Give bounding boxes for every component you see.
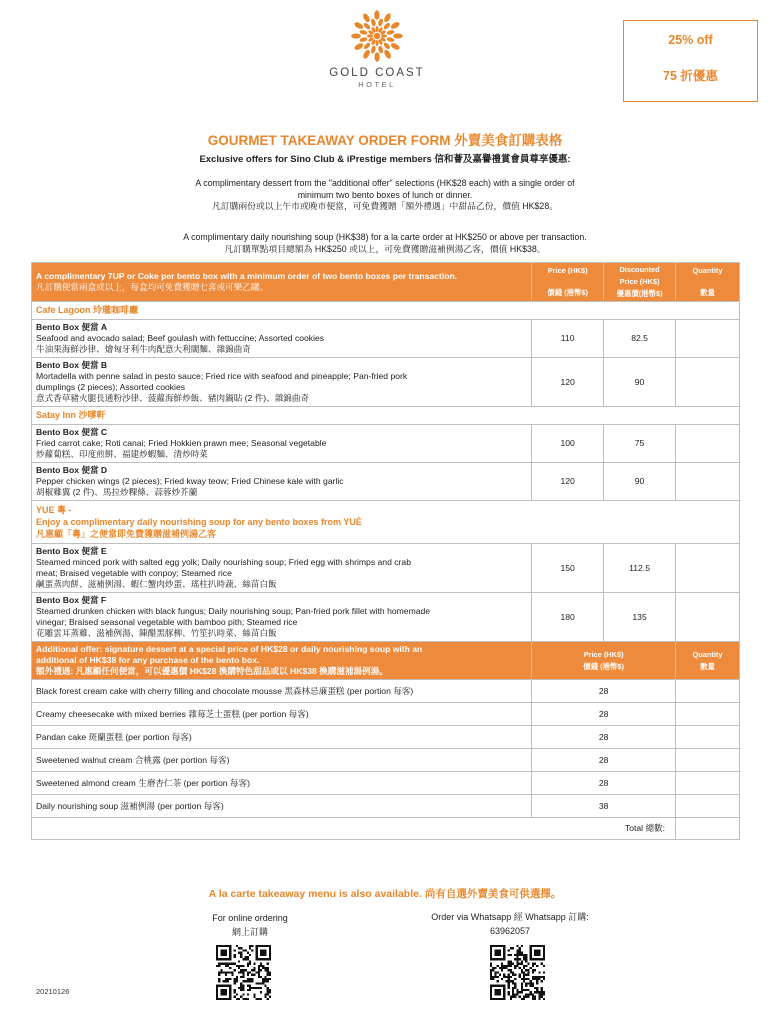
online-ordering-en: For online ordering — [212, 913, 288, 923]
offer-line-1: 25% off — [668, 33, 713, 47]
additional-item-price: 28 — [532, 680, 676, 703]
bento-d-desc-en: Pepper chicken wings (2 pieces); Fried kway teow; Fried Chinese kale with garlic — [36, 476, 344, 486]
bento-e-desc-zh: 鹹蛋蒸肉餅、滋補例湯、蝦仁蟹肉炒蛋、瑤柱扒時蔬、絲苗白飯 — [36, 579, 277, 589]
additional-price-header — [532, 642, 676, 680]
whatsapp-ordering-text: Order via Whatsapp 經 Whatsapp 訂購: — [431, 912, 589, 922]
bento-a-quantity-field[interactable] — [676, 320, 740, 358]
total-row — [32, 818, 740, 840]
bento-a-price: 110 — [532, 320, 604, 358]
logo-petal — [374, 10, 379, 20]
bento-d-name: Bento Box 便當 D — [36, 465, 108, 475]
section-cafe-lagoon: Cafe Lagoon 玲瓏咖啡廳 — [32, 302, 740, 320]
additional-item-price: 28 — [532, 772, 676, 795]
additional-item-price: 28 — [532, 726, 676, 749]
page-title: GOURMET TAKEAWAY ORDER FORM 外賣美食訂購表格 — [207, 133, 563, 148]
intro-p2-en: A complimentary daily nourishing soup (HK$38) for a la carte order at HK$250 or above per transaction. — [183, 232, 587, 242]
additional-item-quantity-field[interactable] — [676, 680, 740, 703]
additional-item-quantity-field[interactable] — [676, 795, 740, 818]
logo-sub: HOTEL — [358, 80, 396, 89]
bento-c-quantity-field[interactable] — [676, 425, 740, 463]
bento-c-price: 100 — [532, 425, 604, 463]
discount-offer-box — [623, 20, 758, 102]
bento-f-desc-en-2: vinegar; Braised seasonal vegetable with bamboo pith; Steamed rice — [36, 617, 298, 627]
table-row — [32, 749, 740, 772]
table-header-row — [32, 263, 740, 302]
table-row — [32, 544, 740, 593]
bento-a-cell — [32, 320, 532, 358]
table-row — [32, 463, 740, 501]
bento-f-desc-zh: 花雕雲耳蒸雞、滋補例湯、陳醋黑豚柳、竹笙扒時菜、絲苗白飯 — [36, 628, 277, 638]
a-la-carte-note: A la carte takeaway menu is also available. 尚有自選外賣美食可供選擇。 — [208, 888, 562, 900]
bento-b-cell — [32, 358, 532, 407]
logo-name: GOLD COAST — [329, 67, 425, 79]
additional-item-label: Sweetened almond cream 生磨杏仁茶 (per portion 每客) — [32, 772, 532, 795]
bento-d-quantity-field[interactable] — [676, 463, 740, 501]
section-row — [32, 407, 740, 425]
additional-item-price: 28 — [532, 703, 676, 726]
bento-e-desc-en-2: meat; Braised vegetable with conpoy; Steamed rice — [36, 568, 232, 578]
table-row — [32, 703, 740, 726]
bento-e-name: Bento Box 便當 E — [36, 546, 107, 556]
header-discount-en-2: Price (HK$) — [619, 277, 660, 286]
logo-petal — [375, 26, 378, 32]
logo-petal — [351, 33, 361, 38]
intro-p1-en-1: A complimentary dessert from the "additional offer" selections (HK$28 each) with a single order of — [195, 178, 575, 188]
additional-offer-zh: 額外禮遇: 凡惠顧任何便當，可以優惠價 HK$28 換購特色甜品或以 HK$38 換購滋補湯例湯。 — [36, 666, 388, 676]
additional-item-label: Sweetened walnut cream 合桃露 (per portion 每客) — [32, 749, 532, 772]
bento-c-discount: 75 — [604, 425, 676, 463]
bento-e-discount: 112.5 — [604, 544, 676, 593]
logo-petal — [353, 42, 364, 51]
logo-petal — [378, 45, 384, 54]
table-row — [32, 593, 740, 642]
bento-f-discount: 135 — [604, 593, 676, 642]
online-ordering-block — [195, 911, 305, 939]
hotel-logo — [322, 8, 432, 89]
logo-petal — [383, 12, 392, 23]
table-row — [32, 680, 740, 703]
additional-item-price: 28 — [532, 749, 676, 772]
additional-item-quantity-field[interactable] — [676, 772, 740, 795]
logo-petal — [383, 49, 392, 60]
logo-petal — [367, 34, 373, 37]
bento-e-quantity-field[interactable] — [676, 544, 740, 593]
bento-b-price: 120 — [532, 358, 604, 407]
bento-b-quantity-field[interactable] — [676, 358, 740, 407]
bento-f-price: 180 — [532, 593, 604, 642]
document-number: 20210126 — [36, 987, 70, 996]
bento-d-price: 120 — [532, 463, 604, 501]
bento-d-cell — [32, 463, 532, 501]
bento-e-price: 150 — [532, 544, 604, 593]
logo-petal — [386, 37, 395, 43]
logo-petal — [359, 37, 368, 43]
header-price-en: Price (HK$) — [547, 266, 588, 275]
header-offer-cell — [32, 263, 532, 302]
bento-b-desc-en-1: Mortadella with penne salad in pesto sauce; Fried rice with seafood and pineapple; Pan-fried pork — [36, 371, 408, 381]
whatsapp-number: 63962057 — [489, 926, 531, 936]
whatsapp-qr-code-icon[interactable] — [490, 945, 545, 1000]
page-subtitle: Exclusive offers for Sino Club & iPrestige members 信和薈及嘉譽禮賞會員尊享優惠: — [199, 154, 571, 165]
online-order-qr-code-icon[interactable] — [216, 945, 271, 1000]
additional-item-label: Creamy cheesecake with mixed berries 雜莓芝士蛋糕 (per portion 每客) — [32, 703, 532, 726]
bento-c-name: Bento Box 便當 C — [36, 427, 108, 437]
header-price-zh: 價錢 (港幣$) — [547, 288, 588, 297]
header-quantity-en: Quantity — [692, 266, 723, 275]
bento-f-quantity-field[interactable] — [676, 593, 740, 642]
additional-quantity-en: Quantity — [692, 649, 723, 659]
additional-item-label: Daily nourishing soup 滋補例湯 (per portion 每客) — [32, 795, 532, 818]
bento-a-desc-zh: 牛油果海鮮沙律、燴匈牙利牛肉配意大利闊麵、雜錦曲奇 — [36, 344, 251, 354]
logo-petal — [363, 42, 371, 50]
additional-quantity-zh: 數量 — [700, 661, 715, 671]
logo-petal — [383, 22, 391, 30]
bento-d-desc-zh: 胡椒雞翼 (2 件)、馬拉炒粿條、蒜蓉炒芥蘭 — [36, 487, 198, 497]
bento-c-desc-en: Fried carrot cake; Roti canai; Fried Hokkien prawn mee; Seasonal vegetable — [36, 438, 327, 448]
header-offer-zh: 凡訂購便當兩盒或以上，每盒均可免費獲贈七喜或可樂乙罐。 — [36, 282, 269, 292]
bento-c-cell — [32, 425, 532, 463]
table-row — [32, 425, 740, 463]
header-quantity-zh: 數量 — [700, 288, 715, 297]
bento-e-desc-en-1: Steamed minced pork with salted egg yolk; Daily nourishing soup; Fried egg with shrimps and crab — [36, 557, 411, 567]
logo-petal — [362, 49, 371, 60]
logo-petal — [353, 21, 364, 30]
offer-line-2: 75 折優惠 — [663, 69, 718, 83]
bento-c-desc-zh: 炒蘿蔔糕、印度煎餅、福建炒蝦麵、清炒時菜 — [36, 449, 208, 459]
logo-petal — [359, 29, 368, 35]
logo-petal — [390, 21, 401, 30]
bento-b-discount: 90 — [604, 358, 676, 407]
online-ordering-zh: 網上訂購 — [231, 927, 268, 937]
yue-offer-zh: 凡惠顧「粵」之便當即免費獲贈滋補例湯乙客 — [36, 529, 217, 539]
intro-p1-en-2: minimum two bento boxes of lunch or dinner. — [297, 189, 473, 200]
additional-item-quantity-field[interactable] — [676, 749, 740, 772]
table-row — [32, 726, 740, 749]
bento-f-cell — [32, 593, 532, 642]
sunburst-logo-icon — [349, 8, 405, 64]
order-table — [31, 262, 740, 840]
logo-petal — [390, 42, 401, 51]
additional-item-quantity-field[interactable] — [676, 726, 740, 749]
additional-offer-cell — [32, 642, 532, 680]
section-satay-inn: Satay Inn 沙嗲軒 — [32, 407, 740, 425]
table-row — [32, 320, 740, 358]
logo-petal — [383, 42, 391, 50]
bento-a-desc-en: Seafood and avocado salad; Beef goulash with fettuccine; Assorted cookies — [36, 333, 325, 343]
logo-petal — [362, 12, 371, 23]
additional-quantity-header — [676, 642, 740, 680]
bento-f-name: Bento Box 便當 F — [36, 595, 107, 605]
additional-header-row — [32, 642, 740, 680]
header-discount-en-1: Discounted — [619, 265, 660, 274]
bento-b-desc-en-2: dumplings (2 pieces); Assorted cookies — [36, 382, 186, 392]
additional-price-en: Price (HK$) — [583, 649, 624, 659]
logo-petal — [363, 22, 371, 30]
header-price-cell — [532, 263, 604, 302]
whatsapp-ordering-block — [410, 910, 610, 938]
logo-petal — [370, 18, 376, 27]
logo-petal — [381, 34, 387, 37]
yue-name: YUE 粵 - — [36, 505, 72, 515]
section-row — [32, 501, 740, 544]
additional-item-label: Black forest cream cake with cherry filling and chocolate mousse 黑森林忌廉蛋糕 (per portion 每客) — [32, 680, 532, 703]
bento-b-name: Bento Box 便當 B — [36, 360, 108, 370]
intro-p1-zh: 凡訂購兩份或以上午市或晚市便當，可免費獲贈「額外禮遇」中甜品乙份，價值 HK$28。 — [211, 201, 559, 211]
additional-item-label: Pandan cake 斑蘭蛋糕 (per portion 每客) — [32, 726, 532, 749]
bento-a-discount: 82.5 — [604, 320, 676, 358]
section-yue — [32, 501, 740, 544]
logo-petal — [374, 52, 379, 62]
bento-a-name: Bento Box 便當 A — [36, 322, 108, 332]
header-discount-zh: 優惠價(港幣$) — [616, 289, 663, 298]
intro-paragraph-1 — [0, 178, 770, 213]
bento-f-desc-en-1: Steamed drunken chicken with black fungus; Daily nourishing soup; Pan-fried pork fillet with homemade — [36, 606, 431, 616]
header-offer-en: A complimentary 7UP or Coke per bento box with a minimum order of two bento boxes per transaction. — [36, 271, 458, 281]
bento-d-discount: 90 — [604, 463, 676, 501]
logo-petal — [386, 29, 395, 35]
table-row — [32, 772, 740, 795]
header-quantity-cell — [676, 263, 740, 302]
bento-e-cell — [32, 544, 532, 593]
table-row — [32, 358, 740, 407]
logo-petal — [393, 33, 403, 38]
additional-offer-en-1: Additional offer: signature dessert at a special price of HK$28 or daily nourishing soup with an — [36, 644, 423, 654]
section-row — [32, 302, 740, 320]
intro-paragraph-2 — [0, 232, 770, 255]
additional-offer-en-2: additional of HK$38 for any purchase of the bento box. — [36, 655, 260, 665]
logo-petal — [370, 45, 376, 54]
table-row — [32, 795, 740, 818]
logo-petal — [375, 40, 378, 46]
yue-offer-en: Enjoy a complimentary daily nourishing soup for any bento boxes from YUÈ — [36, 517, 362, 527]
additional-item-quantity-field[interactable] — [676, 703, 740, 726]
bento-b-desc-zh: 意式香草豬火腿長通粉沙律、菠蘿海鮮炒飯、豬肉鍋貼 (2 件)、雜錦曲奇 — [36, 393, 310, 403]
total-field[interactable] — [676, 818, 740, 840]
intro-p2-zh: 凡訂購單點項目總額為 HK$250 或以上，可免費獲贈滋補例湯乙客，價值 HK$38。 — [224, 243, 546, 254]
total-label: Total 總數: — [32, 818, 676, 840]
additional-price-zh: 價錢 (港幣$) — [583, 661, 624, 671]
logo-petal — [378, 18, 384, 27]
header-discount-cell — [604, 263, 676, 302]
additional-item-price: 38 — [532, 795, 676, 818]
